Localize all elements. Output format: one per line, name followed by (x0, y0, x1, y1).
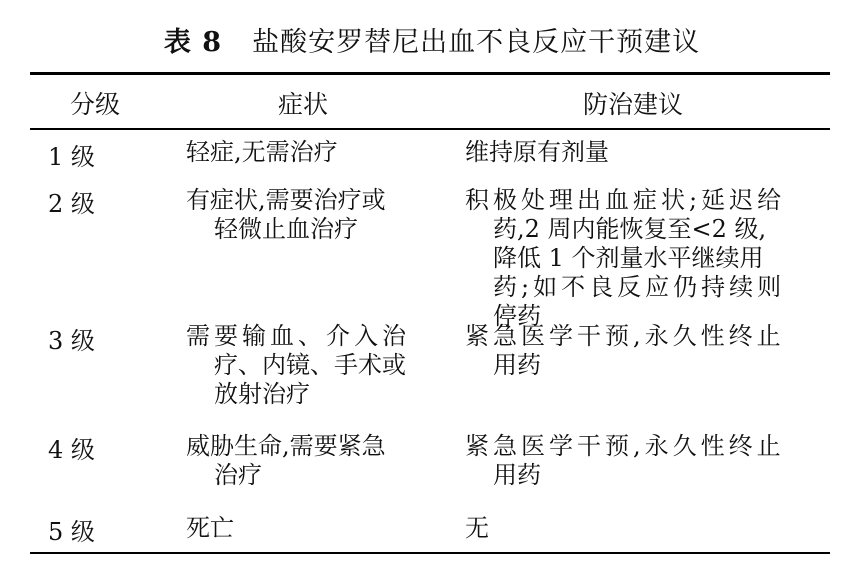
row-1-symptom (186, 138, 338, 167)
row-3-symptom-line: 放射治疗 (214, 380, 310, 408)
row-2-advice-line: 停药 (493, 302, 541, 330)
row-1-symptom-line: 轻症,无需治疗 (186, 138, 338, 166)
row-5-symptom-line: 死亡 (186, 514, 234, 542)
header-advice: 防治建议 (583, 90, 684, 119)
row-4-advice-line: 紧急医学干预,永久性终止 (465, 432, 785, 460)
row-2-symptom (186, 186, 386, 244)
bottom-rule (30, 552, 830, 554)
row-2-grade: 2 级 (48, 190, 95, 218)
header-grade: 分级 (70, 90, 121, 119)
row-2-symptom-line: 有症状,需要治疗或 (186, 186, 386, 214)
row-4-advice-line: 用药 (493, 461, 541, 489)
row-3-symptom-line: 疗、内镜、手术或 (214, 351, 406, 379)
row-3-symptom-line: 需要输血、介入治 (186, 322, 410, 350)
row-5-symptom (186, 514, 234, 543)
row-5-advice-line: 无 (465, 514, 489, 542)
row-2-advice-line: 积极处理出血症状;延迟给 (465, 186, 786, 214)
row-4-advice (465, 432, 785, 490)
row-2-advice-line: 药;如不良反应仍持续则 (493, 273, 786, 301)
row-4-symptom-line: 威胁生命,需要紧急 (186, 432, 386, 460)
table-number: 表 8 (163, 27, 223, 58)
table-title: 盐酸安罗替尼出血不良反应干预建议 (252, 27, 701, 58)
row-3-advice-line: 紧急医学干预,永久性终止 (465, 322, 785, 350)
row-4-symptom (186, 432, 386, 490)
row-2-advice-line: 降低 1 个剂量水平继续用 (493, 244, 764, 272)
header-rule (30, 128, 830, 130)
row-1-advice-line: 维持原有剂量 (465, 138, 609, 166)
top-rule (30, 72, 830, 75)
table-caption (0, 20, 864, 59)
row-3-advice (465, 322, 785, 380)
row-3-advice-line: 用药 (493, 351, 541, 379)
row-2-advice-line: 药,2 周内能恢复至<2 级, (493, 215, 767, 243)
row-1-advice (465, 138, 609, 167)
row-4-grade: 4 级 (48, 436, 95, 464)
row-3-grade: 3 级 (48, 327, 95, 355)
row-2-symptom-line: 轻微止血治疗 (214, 215, 358, 243)
row-5-advice (465, 514, 489, 543)
row-5-grade: 5 级 (48, 518, 95, 546)
row-3-symptom (186, 322, 410, 409)
row-2-advice (465, 186, 785, 331)
row-4-symptom-line: 治疗 (214, 461, 262, 489)
header-symptom: 症状 (278, 90, 329, 119)
row-1-grade: 1 级 (48, 143, 95, 171)
